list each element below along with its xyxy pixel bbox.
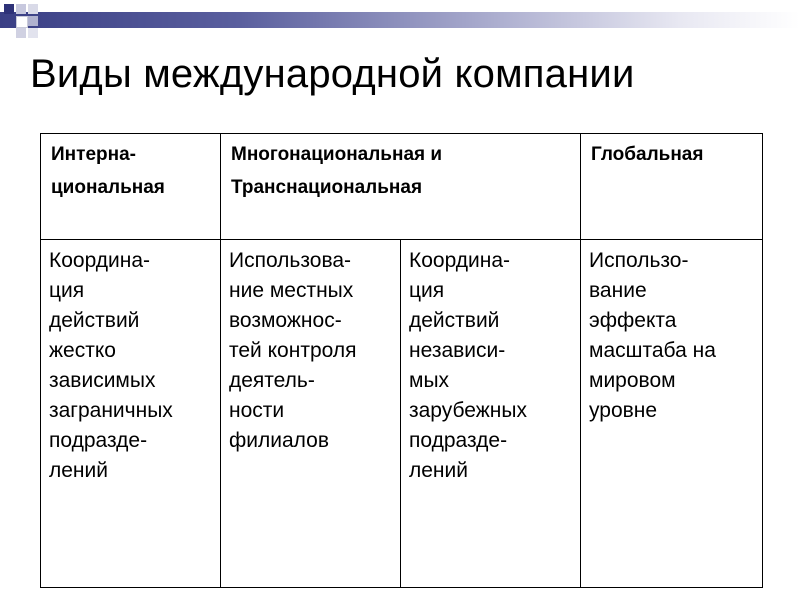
cell-line: зависимых: [49, 369, 156, 392]
cell-line: возможнос-: [229, 309, 342, 332]
cell-line: Использова-: [229, 249, 352, 272]
cell-line: заграничных: [49, 399, 173, 422]
cell-line: тей контроля: [229, 339, 357, 362]
cell-line: ция: [409, 279, 445, 302]
cell-text: [401, 240, 580, 486]
cell-line: Координа-: [409, 249, 511, 272]
cell-line: уровне: [589, 399, 658, 422]
cell-line: зарубежных: [409, 399, 527, 422]
decor-square: [16, 28, 26, 38]
cell-line: подразде-: [409, 429, 508, 452]
cell-line: действий: [49, 309, 140, 332]
decor-square: [16, 4, 26, 14]
cell-line: Использо-: [589, 249, 689, 272]
decor-square: [28, 28, 38, 38]
header-label: [41, 134, 220, 204]
header-international: [41, 134, 221, 240]
cell-line: подразде-: [49, 429, 148, 452]
header-line: Многонациональная и: [231, 144, 443, 165]
cell-line: действий: [409, 309, 500, 332]
decorative-header-bar: [0, 0, 800, 40]
header-label: [581, 134, 762, 171]
cell-text: [41, 240, 220, 486]
header-line: циональная: [51, 177, 165, 198]
table-header-row: [41, 134, 763, 240]
cell-transnational: [401, 240, 581, 588]
cell-line: вание: [589, 279, 647, 302]
slide-title: Виды международной компании: [30, 52, 635, 96]
company-types-table: [40, 133, 763, 588]
table-body-row: [41, 240, 763, 588]
cell-line: деятель-: [229, 369, 315, 392]
header-line: Транснациональная: [231, 177, 423, 198]
cell-text: [581, 240, 762, 426]
cell-line: лений: [49, 459, 108, 482]
cell-line: мых: [409, 369, 450, 392]
decor-square: [16, 16, 28, 28]
cell-global: [581, 240, 763, 588]
cell-international: [41, 240, 221, 588]
gradient-stripe: [0, 12, 800, 28]
cell-line: лений: [409, 459, 468, 482]
header-global: [581, 134, 763, 240]
cell-line: ция: [49, 279, 85, 302]
cell-line: жестко: [49, 339, 116, 362]
header-label: [221, 134, 580, 204]
cell-multinational: [221, 240, 401, 588]
decor-square: [28, 4, 38, 14]
cell-text: [221, 240, 400, 456]
header-line: Интерна-: [51, 144, 136, 165]
cell-line: ности: [229, 399, 285, 422]
cell-line: мировом: [589, 369, 676, 392]
cell-line: филиалов: [229, 429, 329, 452]
cell-line: масштаба на: [589, 339, 716, 362]
cell-line: ние местных: [229, 279, 354, 302]
cell-line: независи-: [409, 339, 506, 362]
decor-square: [28, 16, 38, 26]
header-multinational-transnational: [221, 134, 581, 240]
cell-line: эффекта: [589, 309, 677, 332]
cell-line: Координа-: [49, 249, 151, 272]
header-line: Глобальная: [591, 144, 704, 165]
decor-square: [4, 4, 14, 14]
